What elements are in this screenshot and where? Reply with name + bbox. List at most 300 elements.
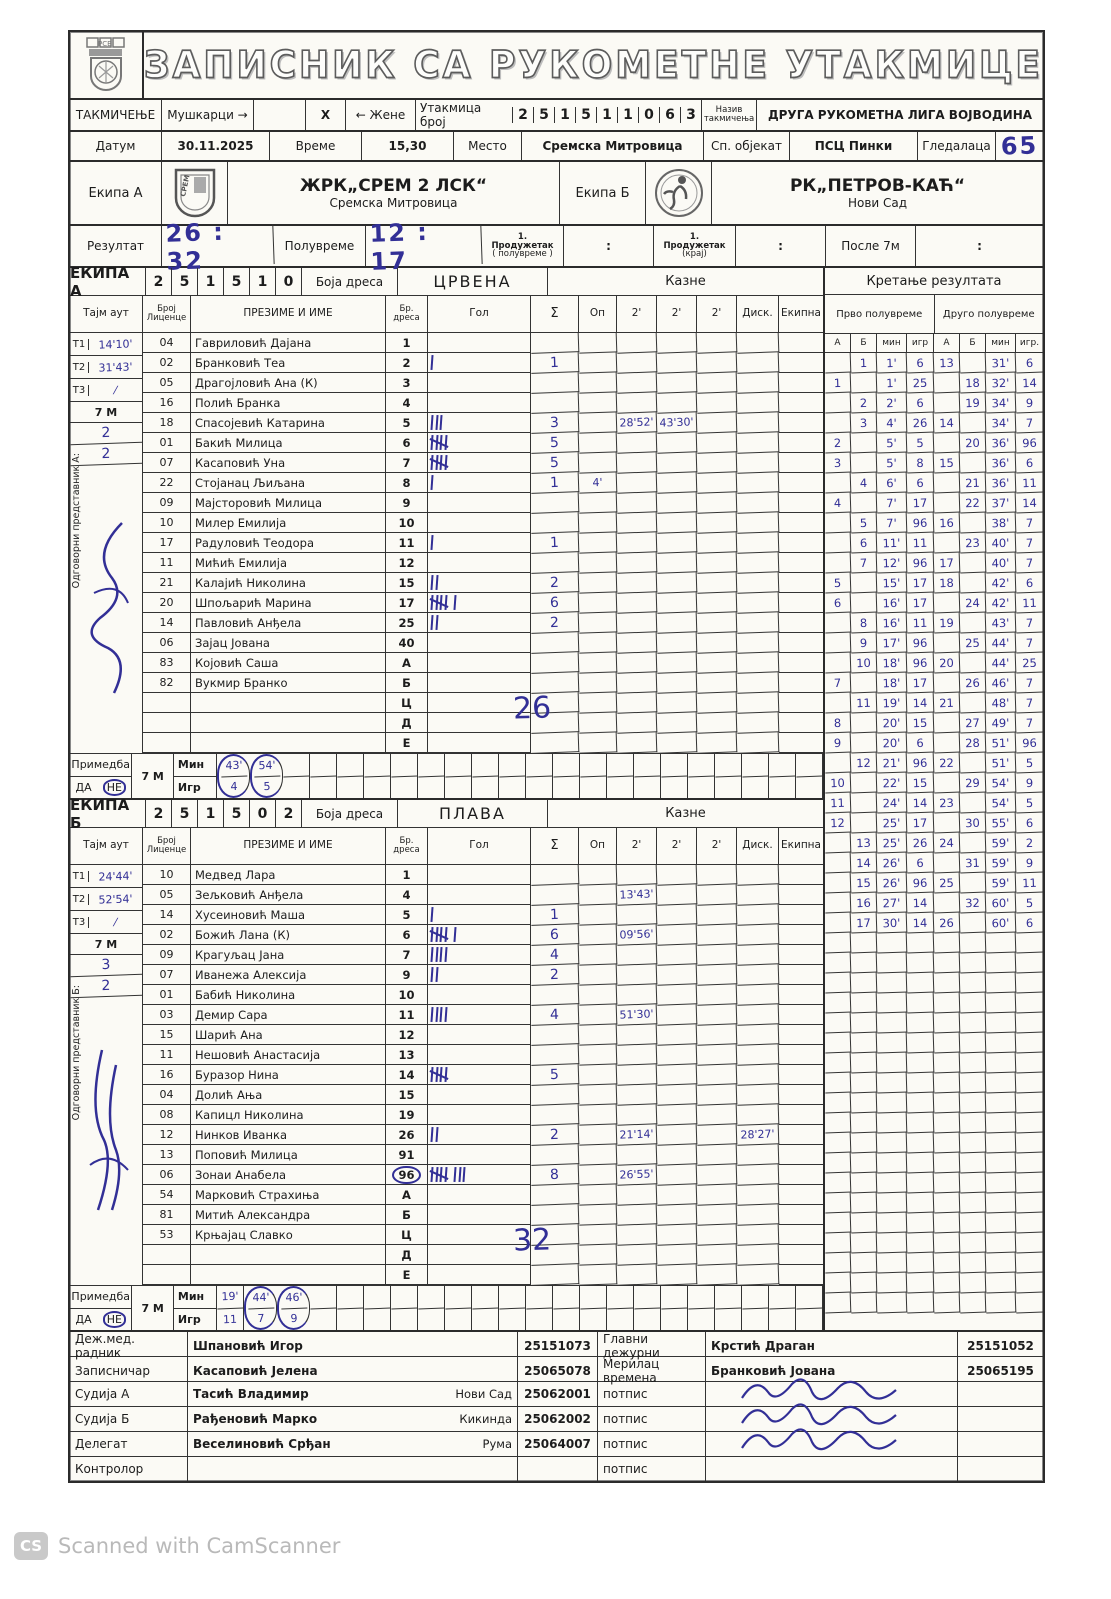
team-b-label: Екипа Б bbox=[560, 162, 646, 224]
official-mid-cell bbox=[706, 1457, 958, 1481]
score-igr1: 96 bbox=[907, 553, 935, 574]
score-min2: 37' bbox=[986, 492, 1017, 513]
player-warning bbox=[579, 332, 618, 353]
player-team-penalty bbox=[779, 1205, 823, 1225]
score-b1 bbox=[851, 1253, 878, 1274]
official-signature bbox=[736, 1424, 916, 1458]
score-min2: 38' bbox=[986, 512, 1017, 533]
team-a-city: Сремска Митровица bbox=[329, 196, 458, 210]
player-disqualification bbox=[737, 1024, 780, 1045]
score-min1: 4' bbox=[877, 412, 908, 433]
score-igr2: 5 bbox=[1016, 893, 1044, 914]
score-row bbox=[825, 1093, 1043, 1113]
official-id bbox=[518, 1457, 598, 1481]
score-a1 bbox=[825, 413, 852, 434]
player-goal-sum: 6 bbox=[531, 924, 580, 946]
col-goal: Гол bbox=[428, 296, 531, 332]
score-igr1 bbox=[907, 1053, 935, 1074]
player-goal-sum: 2 bbox=[531, 964, 580, 986]
jersey-color-label-a: Боја дреса bbox=[302, 268, 398, 295]
player-2min-1 bbox=[617, 472, 658, 493]
timeout-box bbox=[70, 865, 142, 888]
player-goals bbox=[428, 1185, 531, 1205]
result-final: 26 : 32 bbox=[161, 224, 274, 268]
player-team-penalty bbox=[779, 905, 823, 925]
player-jersey-number: 6 bbox=[402, 927, 411, 942]
team-b-name-cell bbox=[712, 162, 1043, 224]
score-b1: 10 bbox=[851, 653, 878, 674]
score-igr1: 6 bbox=[907, 473, 935, 494]
sevenm-summary-label-a: 7 М bbox=[132, 754, 173, 798]
player-row bbox=[143, 1265, 823, 1285]
player-warning bbox=[579, 552, 618, 573]
score-igr1: 17 bbox=[907, 493, 935, 514]
score-a1 bbox=[825, 513, 852, 534]
player-warning bbox=[579, 572, 618, 593]
score-a2 bbox=[934, 933, 961, 954]
score-row bbox=[825, 473, 1043, 493]
score-igr2: 5 bbox=[1016, 753, 1044, 774]
sevenm-pair-min bbox=[445, 754, 472, 777]
sevenm-pair bbox=[499, 754, 526, 798]
scoresheet bbox=[68, 30, 1045, 1483]
score-min1 bbox=[877, 1052, 908, 1073]
sevenm-pairs-b bbox=[217, 1286, 823, 1330]
player-team-penalty bbox=[779, 885, 823, 905]
official-id: 25065078 bbox=[518, 1357, 598, 1385]
player-name: Мајсторовић Милица bbox=[191, 493, 386, 513]
player-team-penalty bbox=[779, 733, 823, 753]
score-b2 bbox=[960, 973, 987, 994]
sevenm-pair-igr bbox=[715, 776, 742, 798]
spectators-label: Гледалаца bbox=[918, 132, 996, 160]
score-a1 bbox=[825, 1193, 852, 1214]
sevenm-pair-min bbox=[472, 1286, 499, 1309]
team-a-timeouts bbox=[70, 333, 143, 753]
score-min1 bbox=[877, 992, 908, 1013]
player-2min-2 bbox=[657, 632, 698, 653]
score-row bbox=[825, 993, 1043, 1013]
player-warning bbox=[579, 452, 618, 473]
score-rows bbox=[825, 353, 1043, 1313]
player-goal-sum: 2 bbox=[531, 612, 580, 634]
goal-tally-marks bbox=[431, 473, 441, 492]
player-disqualification bbox=[737, 512, 780, 533]
player-team-penalty bbox=[779, 453, 823, 473]
official-right-id bbox=[958, 1382, 1043, 1406]
score-min2 bbox=[986, 1072, 1017, 1093]
sevenm-pair-min bbox=[337, 1286, 364, 1309]
timeout-value: ⁄ bbox=[114, 383, 117, 397]
score-b2 bbox=[960, 1173, 987, 1194]
team-code-digit: 2 bbox=[276, 800, 302, 827]
sevenm-pair-igr bbox=[553, 776, 580, 798]
player-goals bbox=[428, 905, 531, 925]
player-2min-1 bbox=[617, 372, 658, 393]
federation-logo bbox=[70, 32, 144, 98]
player-disqualification bbox=[737, 432, 780, 453]
official-city: Нови Сад bbox=[455, 1387, 512, 1401]
score-igr2: 96 bbox=[1016, 733, 1044, 754]
score-a2 bbox=[934, 633, 961, 654]
player-name: Драгојловић Ана (К) bbox=[191, 373, 386, 393]
sevenm-pair bbox=[634, 754, 661, 798]
player-team-penalty bbox=[779, 573, 823, 593]
player-license: 20 bbox=[143, 593, 191, 613]
col-goal: Гол bbox=[428, 828, 531, 864]
player-disqualification bbox=[737, 672, 780, 693]
player-jersey bbox=[386, 333, 428, 353]
player-goal-sum bbox=[531, 1144, 580, 1166]
player-team-penalty bbox=[779, 865, 823, 885]
score-b2 bbox=[960, 793, 987, 814]
score-min2: 46' bbox=[986, 672, 1017, 693]
sevenm-pair-min bbox=[472, 754, 499, 777]
score-igr1 bbox=[907, 1213, 935, 1234]
team-a-band bbox=[70, 263, 823, 300]
player-team-penalty bbox=[779, 1045, 823, 1065]
sevenm-pair-igr bbox=[607, 1308, 634, 1330]
player-name: Полић Бранка bbox=[191, 393, 386, 413]
score-min1: 21' bbox=[877, 752, 908, 773]
goal-tally-marks bbox=[431, 1125, 445, 1144]
remark-no-a: НЕ bbox=[103, 779, 126, 796]
player-2min-1 bbox=[617, 632, 658, 653]
player-disqualification bbox=[737, 452, 780, 473]
player-name: Шпољарић Марина bbox=[191, 593, 386, 613]
official-mid-label: потпис bbox=[598, 1382, 706, 1406]
match-no-digit: 6 bbox=[659, 107, 680, 123]
score-a1: 12 bbox=[825, 813, 852, 834]
competition-row bbox=[70, 100, 1043, 132]
player-2min-3 bbox=[697, 692, 738, 713]
player-goal-sum: 5 bbox=[531, 1064, 580, 1086]
score-min2: 40' bbox=[986, 552, 1017, 573]
player-row bbox=[143, 1105, 823, 1125]
score-b1 bbox=[851, 1053, 878, 1074]
timeout-value: 14'10' bbox=[98, 336, 133, 352]
sevenm-pair-igr: 5 bbox=[263, 779, 271, 793]
score-a1: 5 bbox=[825, 573, 852, 594]
sevenm-pair bbox=[418, 1286, 445, 1330]
men-label: Мушкарци → bbox=[162, 100, 254, 130]
col-op: Оп bbox=[579, 296, 617, 332]
sevenm-pair-min bbox=[634, 1286, 661, 1309]
player-jersey bbox=[386, 633, 428, 653]
col-timeout: Тајм аут bbox=[70, 296, 143, 332]
score-min1 bbox=[877, 1252, 908, 1273]
score-b2: 29 bbox=[960, 773, 987, 794]
player-2min-2 bbox=[657, 884, 698, 905]
player-2min-3 bbox=[697, 512, 738, 533]
score-igr2 bbox=[1016, 1073, 1044, 1094]
score-b2 bbox=[960, 1093, 987, 1114]
player-goals bbox=[428, 533, 531, 553]
score-b2: 25 bbox=[960, 633, 987, 654]
score-b1: 17 bbox=[851, 913, 878, 934]
player-jersey bbox=[386, 1045, 428, 1065]
player-2min-2 bbox=[657, 532, 698, 553]
player-disqualification bbox=[737, 1104, 780, 1125]
player-row bbox=[143, 573, 823, 593]
team-a-total-goals: 26 bbox=[512, 690, 552, 727]
player-2min-2 bbox=[657, 984, 698, 1005]
team-b-column-headers bbox=[70, 828, 823, 865]
player-license: 05 bbox=[143, 885, 191, 905]
player-jersey bbox=[386, 885, 428, 905]
score-min2 bbox=[986, 1272, 1017, 1293]
score-a2: 19 bbox=[934, 613, 961, 634]
player-name: Милер Емилија bbox=[191, 513, 386, 533]
player-goal-sum bbox=[531, 732, 580, 754]
sevenm-pair bbox=[277, 1286, 310, 1330]
sevenm-pair-igr bbox=[769, 776, 796, 798]
score-row bbox=[825, 1253, 1043, 1273]
sevenm-pair bbox=[364, 1286, 391, 1330]
sevenm-pair-min bbox=[580, 754, 607, 777]
player-2min-1 bbox=[617, 612, 658, 633]
player-2min-3 bbox=[697, 332, 738, 353]
match-no-label: Утакмица број bbox=[420, 101, 482, 129]
score-igr2: 9 bbox=[1016, 393, 1044, 414]
player-row bbox=[143, 1185, 823, 1205]
official-name: Веселиновић Срђан bbox=[193, 1437, 331, 1451]
player-goals bbox=[428, 1005, 531, 1025]
score-min1 bbox=[877, 1212, 908, 1233]
player-license bbox=[143, 1265, 191, 1285]
score-a1 bbox=[825, 353, 852, 374]
team-a-rows bbox=[143, 333, 823, 753]
score-b2: 27 bbox=[960, 713, 987, 734]
men-checkbox bbox=[254, 100, 306, 130]
score-progression-title: Кретање резултата bbox=[825, 268, 1043, 295]
score-b2: 28 bbox=[960, 733, 987, 754]
player-jersey-number: 9 bbox=[402, 495, 411, 510]
score-min1: 2' bbox=[877, 392, 908, 413]
player-row bbox=[143, 493, 823, 513]
score-b1: 11 bbox=[851, 693, 878, 714]
player-2min-3 bbox=[697, 1184, 738, 1205]
score-b1 bbox=[851, 1193, 878, 1214]
team-a-section bbox=[70, 263, 823, 798]
player-disqualification bbox=[737, 692, 780, 713]
sevenm-pair-min bbox=[634, 754, 661, 777]
player-license: 12 bbox=[143, 1125, 191, 1145]
score-igr2: 96 bbox=[1016, 433, 1044, 454]
player-warning bbox=[579, 864, 618, 885]
score-min1: 16' bbox=[877, 612, 908, 633]
score-igr1: 14 bbox=[907, 693, 935, 714]
official-row bbox=[70, 1332, 1043, 1360]
player-jersey-number: 11 bbox=[398, 1007, 415, 1022]
player-team-penalty bbox=[779, 1265, 823, 1285]
player-goal-sum bbox=[531, 372, 580, 394]
score-a1 bbox=[825, 1073, 852, 1094]
player-jersey bbox=[386, 1145, 428, 1165]
player-warning bbox=[579, 1124, 618, 1145]
team-a-code bbox=[146, 268, 302, 295]
score-igr1: 17 bbox=[907, 593, 935, 614]
player-warning bbox=[579, 412, 618, 433]
player-2min-1 bbox=[617, 692, 658, 713]
score-a1 bbox=[825, 1093, 852, 1114]
team-b-name: РК„ПЕТРОВ-КАЋ“ bbox=[789, 175, 966, 196]
player-row bbox=[143, 925, 823, 945]
timeout-value: ⁄ bbox=[114, 915, 117, 929]
official-role: Контролор bbox=[70, 1457, 188, 1481]
sevenm-pair bbox=[580, 1286, 607, 1330]
sevenm-pair-min bbox=[769, 754, 796, 777]
score-min2: 51' bbox=[986, 732, 1017, 753]
player-name: Вукмир Бранко bbox=[191, 673, 386, 693]
player-2min-1 bbox=[617, 732, 658, 753]
player-2min-3 bbox=[697, 944, 738, 965]
score-b1: 16 bbox=[851, 893, 878, 914]
player-jersey bbox=[386, 393, 428, 413]
player-2min-1 bbox=[617, 904, 658, 925]
score-a2: 23 bbox=[934, 793, 961, 814]
player-2min-2 bbox=[657, 1084, 698, 1105]
score-a1 bbox=[825, 1233, 852, 1254]
score-a1: 1 bbox=[825, 373, 852, 394]
score-a2 bbox=[934, 1093, 961, 1114]
sevenm-pair bbox=[472, 754, 499, 798]
player-jersey-number: Д bbox=[401, 1247, 412, 1262]
score-a1 bbox=[825, 1173, 852, 1194]
score-b2 bbox=[960, 1293, 987, 1314]
score-b2: 23 bbox=[960, 533, 987, 554]
ot1-label bbox=[482, 226, 564, 266]
score-row bbox=[825, 793, 1043, 813]
sevenm-pair-min bbox=[418, 754, 445, 777]
score-igr2: 14 bbox=[1016, 373, 1044, 394]
score-min1: 20' bbox=[877, 712, 908, 733]
sevenm-pair-igr bbox=[769, 1308, 796, 1330]
score-min1: 22' bbox=[877, 772, 908, 793]
sevenm-pair bbox=[283, 754, 310, 798]
score-a2 bbox=[934, 1113, 961, 1134]
player-warning bbox=[579, 1104, 618, 1125]
player-2min-3 bbox=[697, 1244, 738, 1265]
min-label-a: Мин bbox=[174, 754, 216, 777]
score-a2 bbox=[934, 993, 961, 1014]
sevenm-pair-min bbox=[283, 754, 310, 777]
place-value: Сремска Митровица bbox=[522, 132, 704, 160]
player-goal-sum bbox=[531, 984, 580, 1006]
score-b1 bbox=[851, 1033, 878, 1054]
score-igr2: 5 bbox=[1016, 793, 1044, 814]
player-license: 14 bbox=[143, 613, 191, 633]
player-2min-2 bbox=[657, 512, 698, 533]
score-igr1: 96 bbox=[907, 653, 935, 674]
player-2min-2 bbox=[657, 352, 698, 373]
score-b1 bbox=[851, 1133, 878, 1154]
player-2min-3 bbox=[697, 904, 738, 925]
score-igr1: 14 bbox=[907, 893, 935, 914]
score-igr1: 15 bbox=[907, 713, 935, 734]
player-name: Долић Ања bbox=[191, 1085, 386, 1105]
official-name: Рађеновић Марко bbox=[193, 1412, 318, 1426]
score-row bbox=[825, 1213, 1043, 1233]
score-min1 bbox=[877, 1132, 908, 1153]
player-2min-2 bbox=[657, 712, 698, 733]
player-2min-2 bbox=[657, 372, 698, 393]
player-team-penalty bbox=[779, 493, 823, 513]
match-no-digit: 3 bbox=[680, 107, 701, 123]
score-b2 bbox=[960, 653, 987, 674]
score-igr2 bbox=[1016, 1213, 1044, 1234]
score-min1 bbox=[877, 1032, 908, 1053]
score-igr1 bbox=[907, 1133, 935, 1154]
player-goal-sum bbox=[531, 492, 580, 514]
player-goals bbox=[428, 393, 531, 413]
women-label: ← Жене bbox=[346, 100, 416, 130]
score-a1 bbox=[825, 953, 852, 974]
score-min1: 1' bbox=[877, 372, 908, 393]
player-2min-1 bbox=[617, 712, 658, 733]
player-disqualification bbox=[737, 592, 780, 613]
col-2min-2: 2' bbox=[657, 296, 697, 332]
remark-box-a bbox=[70, 754, 132, 798]
player-goal-sum: 1 bbox=[531, 472, 580, 494]
player-disqualification bbox=[737, 884, 780, 905]
player-name: Зељковић Анђела bbox=[191, 885, 386, 905]
ot1-value: : bbox=[564, 226, 654, 266]
score-igr2: 7 bbox=[1016, 513, 1044, 534]
sevenm-pair-igr bbox=[283, 776, 310, 798]
team-b-band-title: ЕКИПА Б bbox=[70, 800, 146, 827]
score-igr1: 6 bbox=[907, 853, 935, 874]
player-warning bbox=[579, 964, 618, 985]
player-team-penalty bbox=[779, 925, 823, 945]
player-2min-1 bbox=[617, 864, 658, 885]
sevenm-pair-igr bbox=[364, 1308, 391, 1330]
player-row bbox=[143, 1085, 823, 1105]
player-goal-sum: 8 bbox=[531, 1164, 580, 1186]
official-name-cell bbox=[188, 1382, 518, 1406]
player-team-penalty bbox=[779, 1065, 823, 1085]
sevenm-pair-igr bbox=[445, 1308, 472, 1330]
ot2-value: : bbox=[736, 226, 826, 266]
player-jersey bbox=[386, 985, 428, 1005]
player-2min-2 bbox=[657, 1204, 698, 1225]
player-jersey-number: 7 bbox=[402, 455, 411, 470]
player-row bbox=[143, 633, 823, 653]
score-igr2: 7 bbox=[1016, 713, 1044, 734]
score-b2 bbox=[960, 873, 987, 894]
score-a2 bbox=[934, 853, 961, 874]
score-b1: 13 bbox=[851, 833, 878, 854]
player-2min-3 bbox=[697, 412, 738, 433]
score-min1: 11' bbox=[877, 532, 908, 553]
player-2min-2 bbox=[657, 672, 698, 693]
team-b-band bbox=[70, 795, 823, 832]
player-2min-2 bbox=[657, 432, 698, 453]
score-igr2: 7 bbox=[1016, 673, 1044, 694]
player-team-penalty bbox=[779, 513, 823, 533]
sevenm-pair-min bbox=[310, 754, 337, 777]
score-igr2 bbox=[1016, 993, 1044, 1014]
goal-tally-marks bbox=[431, 945, 454, 964]
player-license: 81 bbox=[143, 1205, 191, 1225]
player-goals bbox=[428, 1045, 531, 1065]
team-code-digit: 5 bbox=[224, 800, 250, 827]
player-team-penalty bbox=[779, 1245, 823, 1265]
player-2min-2 bbox=[657, 732, 698, 753]
score-b1: 8 bbox=[851, 613, 878, 634]
player-2min-1 bbox=[617, 984, 658, 1005]
score-b1: 7 bbox=[851, 553, 878, 574]
